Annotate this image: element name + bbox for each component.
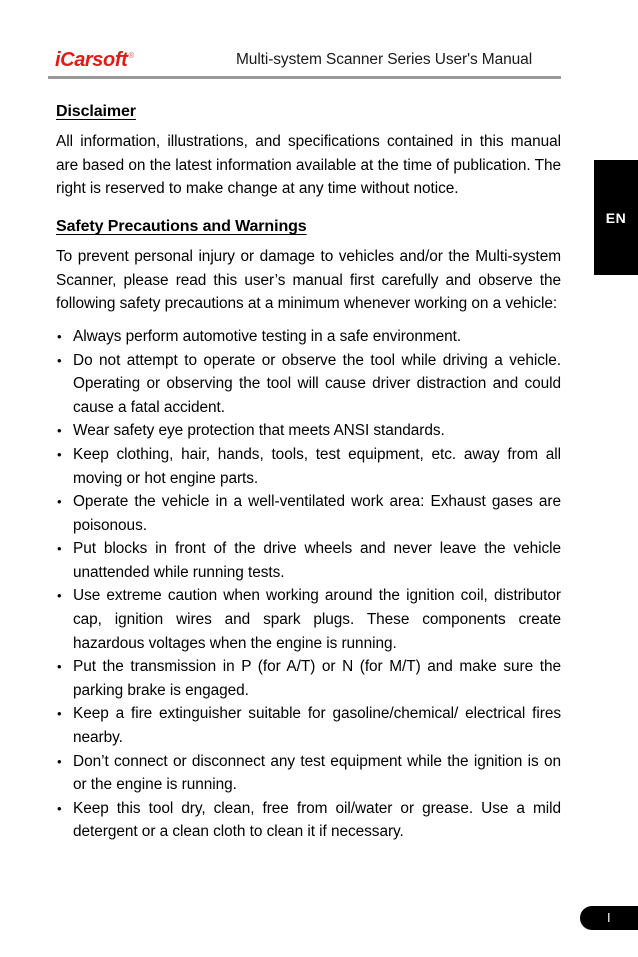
list-item: • Put blocks in front of the drive wheels and never leave the vehicle unattended while running tests. (56, 537, 561, 584)
list-item: • Keep a fire extinguisher suitable for gasoline/chemical/ electrical fires nearby. (56, 702, 561, 749)
disclaimer-paragraph: All information, illustrations, and specifications contained in this manual are based on the latest information available at the time of publication. The right is reserved to make change at any time without notice. (56, 133, 561, 198)
list-item: • Always perform automotive testing in a safe environment. (56, 325, 561, 349)
list-item: • Keep clothing, hair, hands, tools, test equipment, etc. away from all moving or hot engine parts. (56, 443, 561, 490)
list-item: • Don’t connect or disconnect any test equipment while the ignition is on or the engine is running. (56, 750, 561, 797)
logo-wordmark: iCarsoft (55, 49, 128, 71)
list-item: • Keep this tool dry, clean, free from oil/water or grease. Use a mild detergent or a clean cloth to clean it if necessary. (56, 797, 561, 844)
list-item: • Wear safety eye protection that meets ANSI standards. (56, 419, 561, 443)
page-content (56, 102, 561, 844)
header-divider (48, 76, 561, 79)
safety-precautions-paragraph: To prevent personal injury or damage to vehicles and/or the Multi-system Scanner, please read this user’s manual first carefully and observe the following safety precautions at a minimum whenever working on a vehicle: (56, 248, 561, 313)
page-number: I (606, 910, 612, 925)
list-item: • Put the transmission in P (for A/T) or N (for M/T) and make sure the parking brake is engaged. (56, 655, 561, 702)
language-tab (594, 160, 638, 275)
list-item: • Use extreme caution when working around the ignition coil, distributor cap, ignition wires and spark plugs. These components create hazardous voltages when the engine is running. (56, 584, 561, 655)
section-safety-precautions (56, 217, 561, 844)
disclaimer-heading: Disclaimer (56, 103, 136, 120)
icarsoft-logo (55, 50, 134, 70)
page-header (0, 48, 638, 84)
page-number-tag (580, 906, 638, 930)
header-title: Multi-system Scanner Series User's Manual (236, 51, 533, 68)
safety-precautions-heading: Safety Precautions and Warnings (56, 217, 307, 235)
list-item: • Do not attempt to operate or observe the tool while driving a vehicle. Operating or observing the tool will cause driver distraction and could cause a fatal accident. (56, 349, 561, 420)
registered-trademark-icon: ® (128, 51, 134, 61)
section-disclaimer (56, 102, 561, 201)
safety-precautions-list (56, 325, 561, 844)
list-item: • Operate the vehicle in a well-ventilated work area: Exhaust gases are poisonous. (56, 490, 561, 537)
language-tab-label: EN (605, 210, 627, 226)
